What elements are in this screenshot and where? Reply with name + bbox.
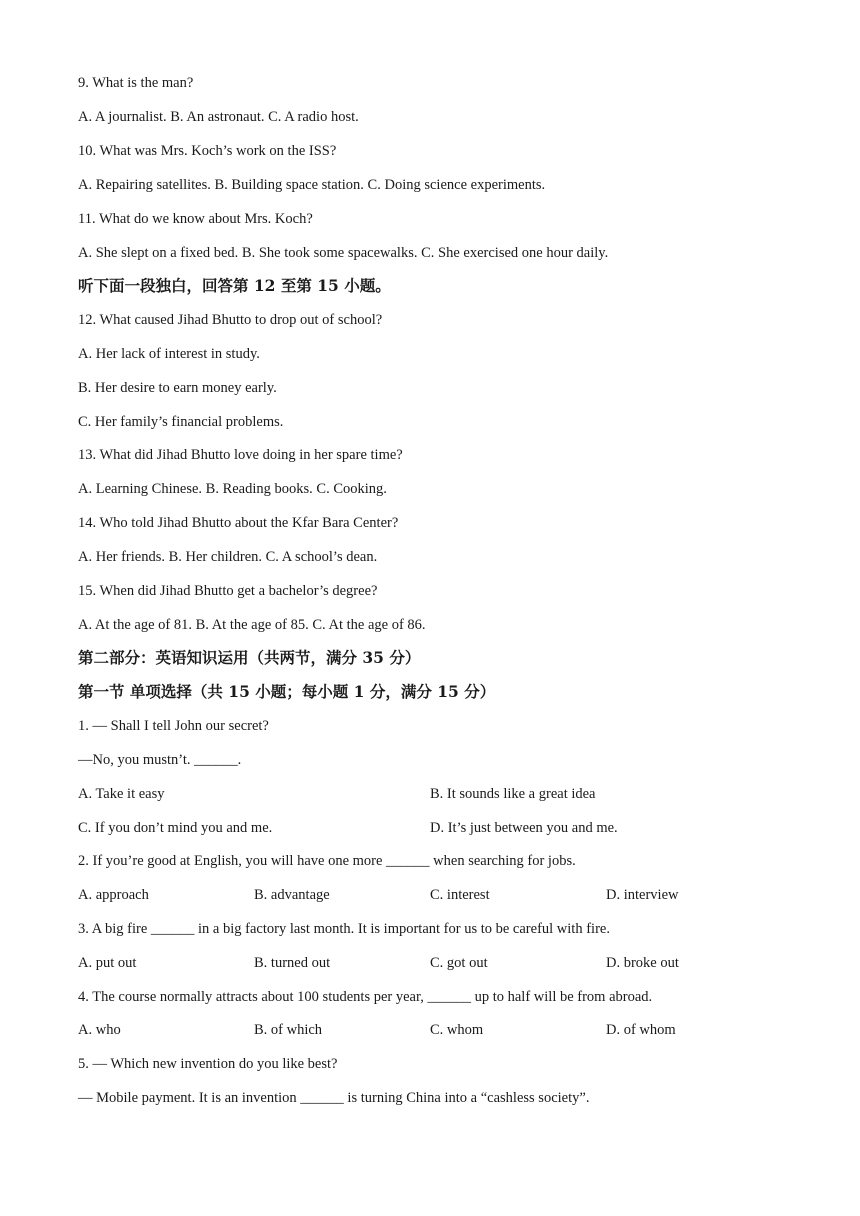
q12-option-c: C. Her family’s financial problems. [78, 414, 284, 430]
q3-option-a: A. put out [78, 955, 137, 971]
q9-question: 9. What is the man? [78, 75, 194, 91]
q4-option-c: C. whom [430, 1022, 484, 1038]
q1-option-b: B. It sounds like a great idea [430, 786, 596, 802]
monologue-heading: 听下面一段独白，回答第 12 至第 15 小题。 [78, 276, 391, 295]
section1-heading: 第一节 单项选择（共 15 小题；每小题 1 分，满分 15 分） [78, 682, 496, 701]
q1-option-c: C. If you don’t mind you and me. [78, 820, 273, 836]
q1-line1: 1. — Shall I tell John our secret? [78, 718, 269, 734]
q2-question: 2. If you’re good at English, you will have one more ______ when searching for jobs. [78, 853, 576, 869]
q10-question: 10. What was Mrs. Koch’s work on the ISS? [78, 143, 337, 159]
q3-option-b: B. turned out [254, 955, 331, 971]
q10-options: A. Repairing satellites. B. Building space station. C. Doing science experiments. [78, 177, 546, 193]
q3-question: 3. A big fire ______ in a big factory last month. It is important for us to be careful with fire. [78, 921, 610, 937]
q4-option-a: A. who [78, 1022, 121, 1038]
q11-question: 11. What do we know about Mrs. Koch? [78, 211, 313, 227]
q3-option-d: D. broke out [606, 955, 679, 971]
q1-option-d: D. It’s just between you and me. [430, 820, 618, 836]
part2-heading: 第二部分：英语知识运用（共两节，满分 35 分） [78, 648, 421, 667]
q14-options: A. Her friends. B. Her children. C. A school’s dean. [78, 549, 378, 565]
q13-options: A. Learning Chinese. B. Reading books. C. Cooking. [78, 481, 387, 497]
q4-option-d: D. of whom [606, 1022, 676, 1038]
q1-option-a: A. Take it easy [78, 786, 165, 802]
q2-option-c: C. interest [430, 887, 490, 903]
q12-question: 12. What caused Jihad Bhutto to drop out of school? [78, 312, 383, 328]
q13-question: 13. What did Jihad Bhutto love doing in her spare time? [78, 447, 403, 463]
q12-option-a: A. Her lack of interest in study. [78, 346, 260, 362]
q12-option-b: B. Her desire to earn money early. [78, 380, 277, 396]
q2-option-d: D. interview [606, 887, 679, 903]
q15-options: A. At the age of 81. B. At the age of 85. C. At the age of 86. [78, 617, 426, 633]
q4-question: 4. The course normally attracts about 100 students per year, ______ up to half will be from abroad. [78, 989, 653, 1005]
q15-question: 15. When did Jihad Bhutto get a bachelor’s degree? [78, 583, 378, 599]
q1-line2: —No, you mustn’t. ______. [78, 752, 242, 768]
q9-options: A. A journalist. B. An astronaut. C. A radio host. [78, 109, 359, 125]
q2-option-b: B. advantage [254, 887, 330, 903]
q11-options: A. She slept on a fixed bed. B. She took some spacewalks. C. She exercised one hour daily. [78, 245, 609, 261]
q4-option-b: B. of which [254, 1022, 323, 1038]
q14-question: 14. Who told Jihad Bhutto about the Kfar Bara Center? [78, 515, 399, 531]
q3-option-c: C. got out [430, 955, 488, 971]
q5-line1: 5. — Which new invention do you like best? [78, 1056, 338, 1072]
q2-option-a: A. approach [78, 887, 149, 903]
q5-line2: — Mobile payment. It is an invention ______ is turning China into a “cashless society”. [78, 1090, 590, 1106]
